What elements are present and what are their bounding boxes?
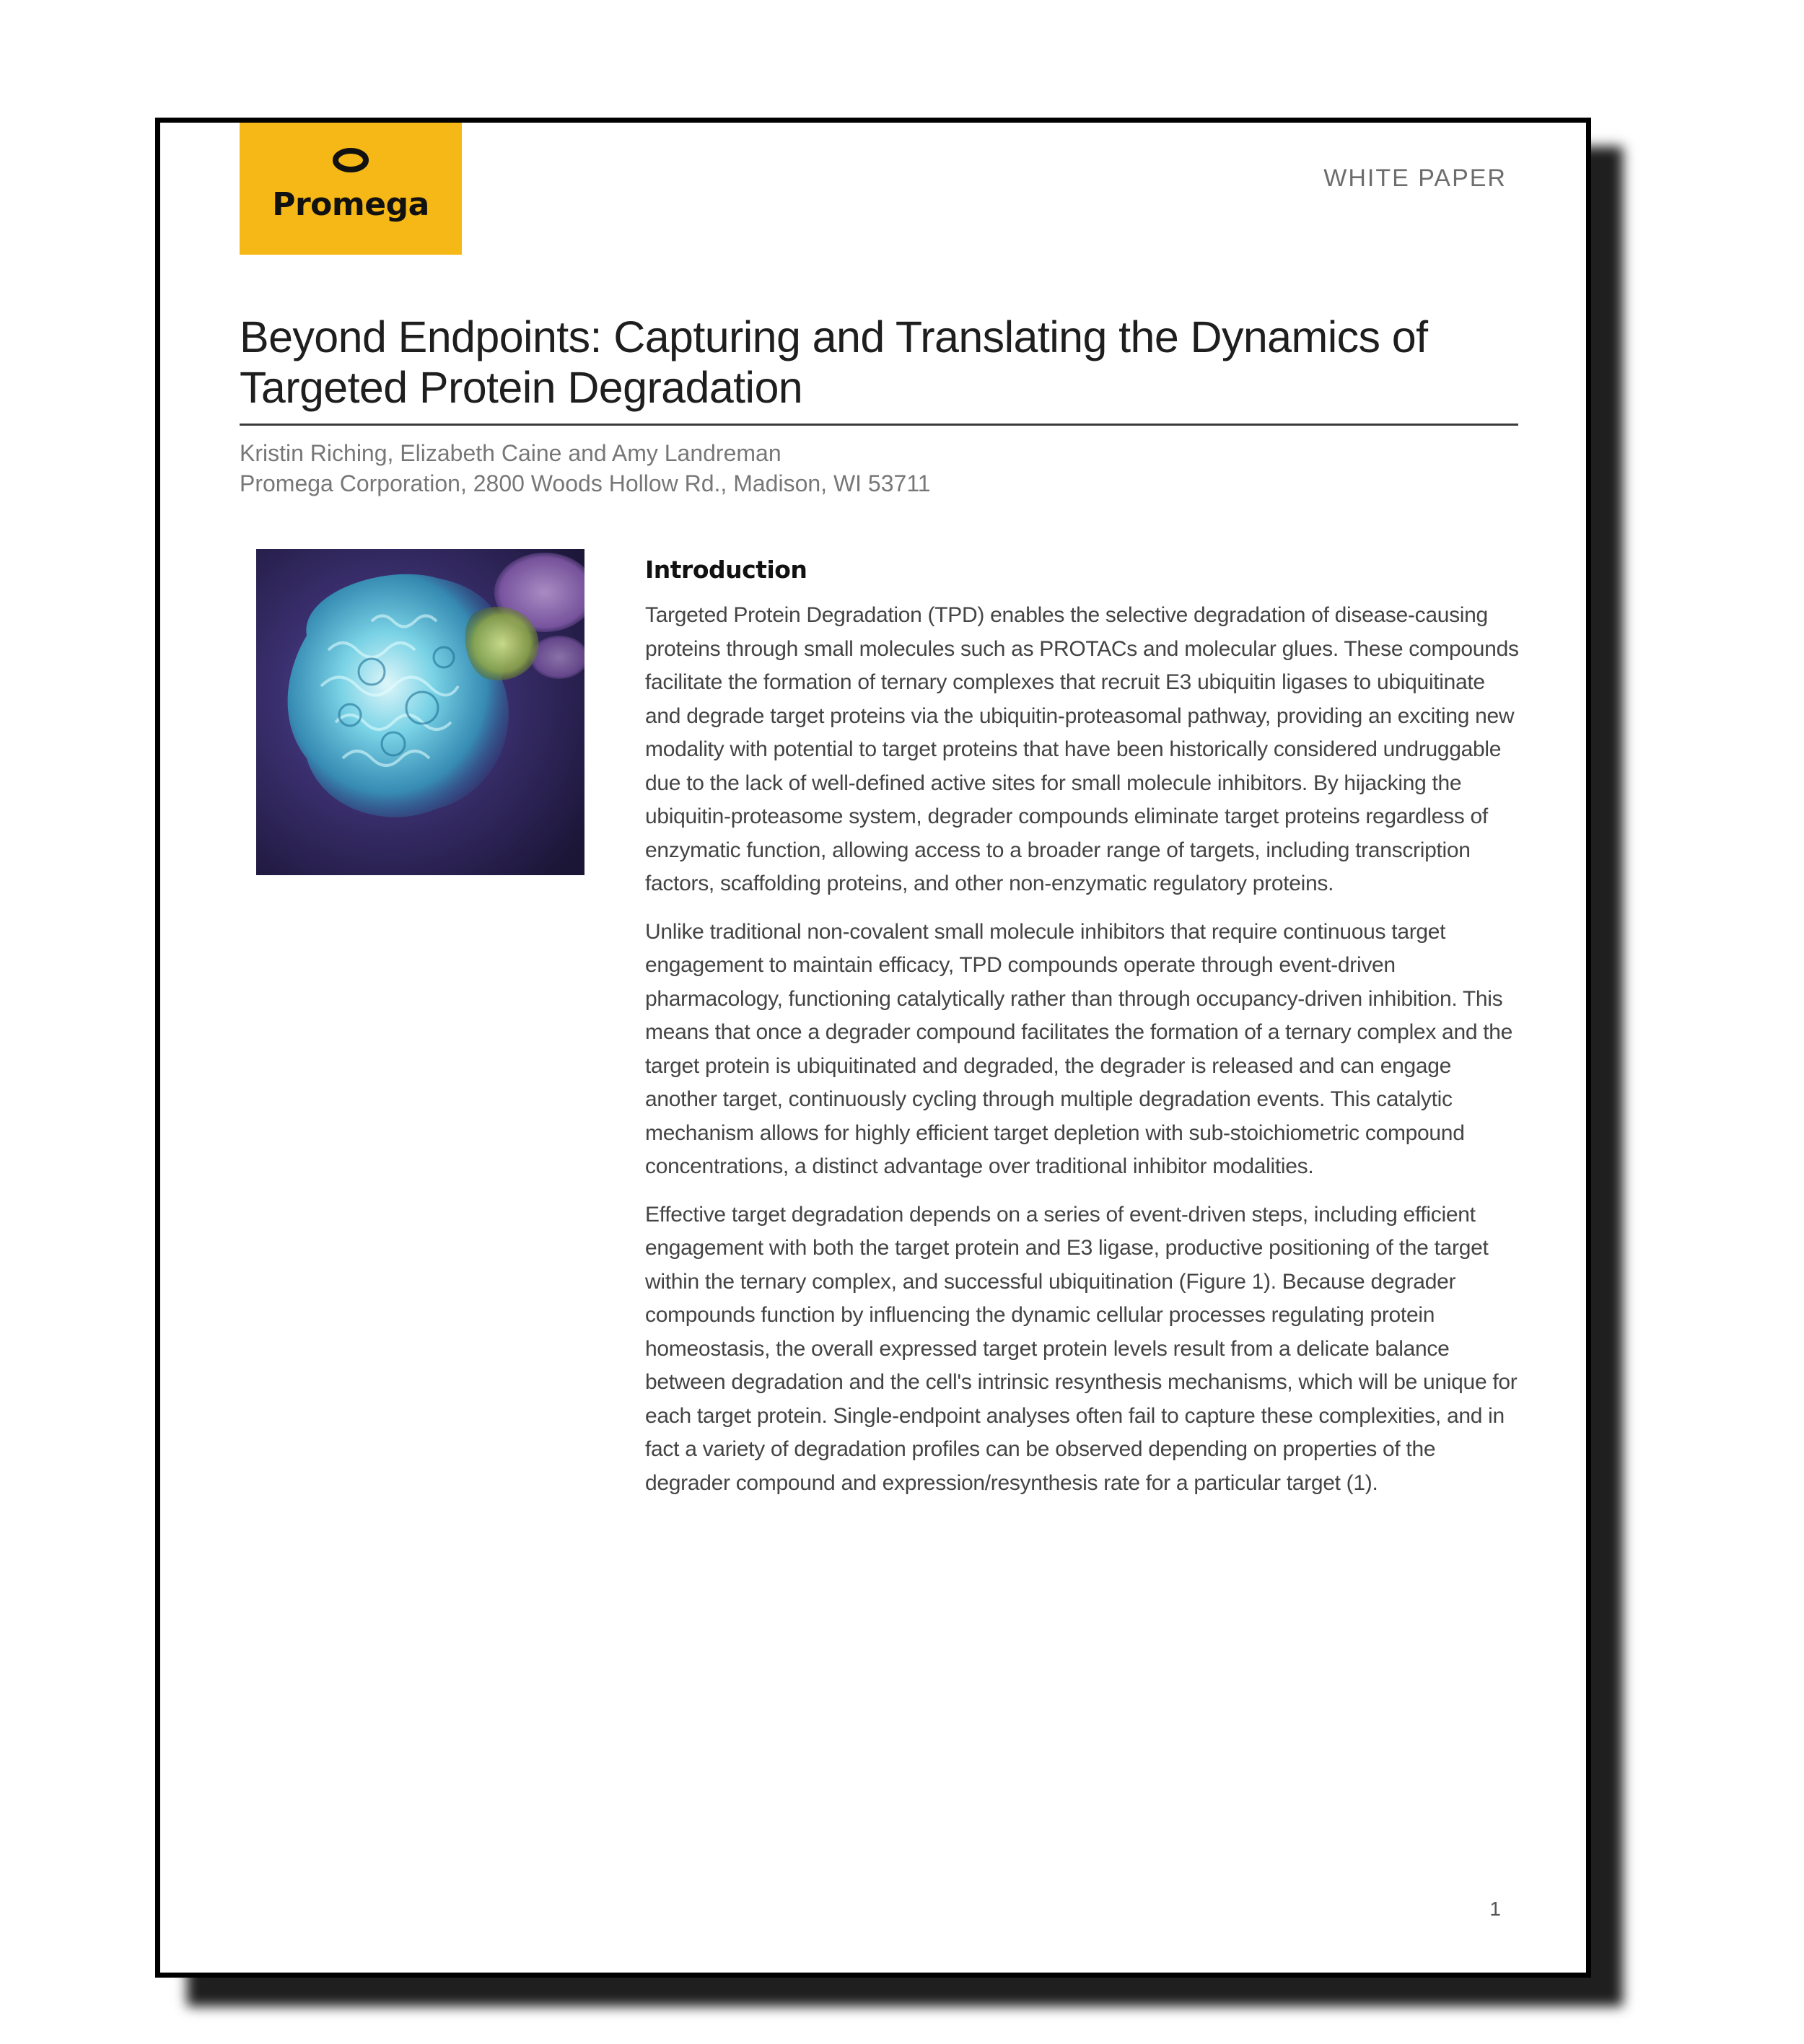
- body-paragraph: Targeted Protein Degradation (TPD) enables the selective degradation of disease-causing proteins through small molecules such as PROTACs and molecular glues. These compounds facilitate the formation of ternary complexes that recruit E3 ubiquitin ligases to ubiquitinate and degrade target proteins via the ubiquitin-proteasomal pathway, providing an exciting new modality with potential to target proteins that have been historically considered undruggable due to the lack of well-defined active sites for small molecule inhibitors. By hijacking the ubiquitin-proteasome system, degrader compounds eliminate target proteins regardless of enzymatic function, allowing access to a broader range of targets, including transcription factors, scaffolding proteins, and other non-enzymatic regulatory proteins.: [645, 603, 1519, 895]
- logo-text: Promega: [272, 186, 429, 223]
- affiliation: Promega Corporation, 2800 Woods Hollow Rd., Madison, WI 53711: [240, 470, 931, 496]
- document-page: [155, 118, 1591, 1978]
- introduction-heading: Introduction: [645, 556, 807, 584]
- paper-title: Beyond Endpoints: Capturing and Translating the Dynamics of Targeted Protein Degradation: [240, 312, 1428, 412]
- introduction-body: [645, 599, 1522, 1514]
- promega-ring-icon: [332, 147, 369, 173]
- title-divider: [240, 424, 1518, 426]
- page-number: 1: [1489, 1898, 1501, 1920]
- body-paragraph: Unlike traditional non-covalent small molecule inhibitors that require continuous target engagement to maintain efficacy, TPD compounds operate through event-driven pharmacology, functioning catalytically rather than through occupancy-driven inhibition. This means that once a degrader compound facilitates the formation of a ternary complex and the target protein is ubiquitinated and degraded, the degrader is released and can engage another target, continuously cycling through multiple degradation events. This catalytic mechanism allows for highly efficient target depletion with sub-stoichiometric compound concentrations, a distinct advantage over traditional inhibitor modalities.: [645, 919, 1513, 1178]
- document-type-label: WHITE PAPER: [1323, 165, 1507, 192]
- author-list: Kristin Riching, Elizabeth Caine and Amy Landreman: [240, 440, 781, 466]
- protein-structure-illustration-icon: [256, 549, 584, 875]
- promega-logo: [240, 123, 462, 255]
- body-paragraph: Effective target degradation depends on a series of event-driven steps, including efficient engagement with both the target protein and E3 ligase, productive positioning of the target within the ternary complex, and successful ubiquitination (Figure 1). Because degrader compounds function by influencing the dynamic cellular processes regulating protein homeostasis, the overall expressed target protein levels result from a delicate balance between degradation and the cell's intrinsic resynthesis mechanisms, which will be unique for each target protein. Single-endpoint analyses often fail to capture these complexities, and in fact a variety of degradation profiles can be observed depending on properties of the degrader compound and expression/resynthesis rate for a particular target (1).: [645, 1202, 1518, 1495]
- protein-structure-image: [256, 549, 584, 875]
